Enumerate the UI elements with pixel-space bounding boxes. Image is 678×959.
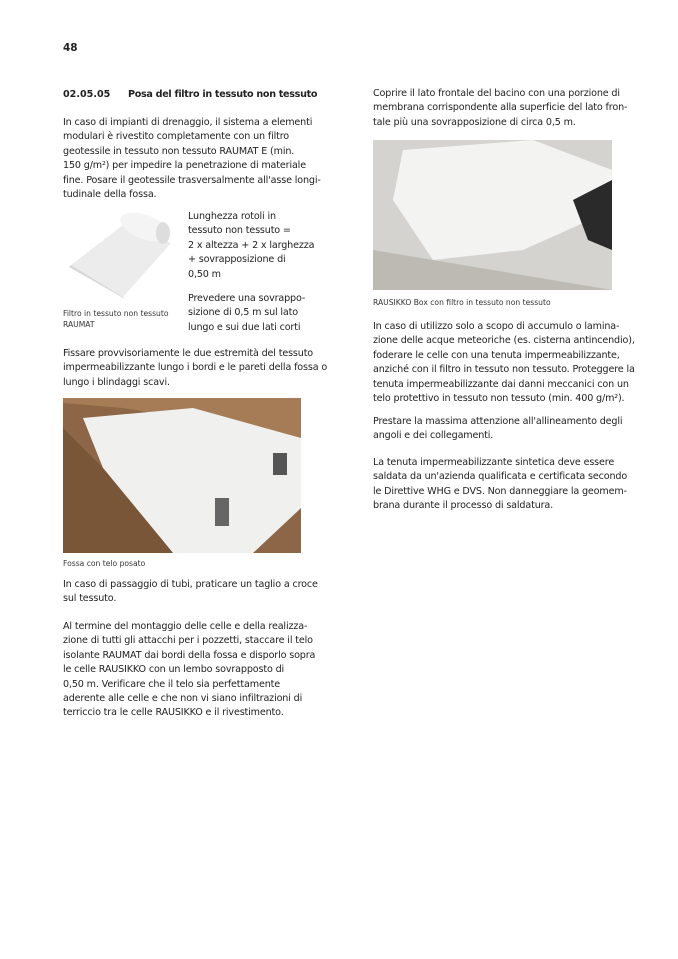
rausikko-box-photo xyxy=(373,140,612,290)
overlap-note: Prevedere una sovrappo- sizione di 0,5 m sul lato lungo e sui due lati corti xyxy=(188,293,306,333)
welding-paragraph: La tenuta impermeabilizzante sintetica deve essere saldata da un'azienda qualificata e certificata secondo le Direttive WHG e DVS. Non danneggiare la geomem- brana durante il processo di saldatura. xyxy=(373,457,628,512)
trench-caption: Fossa con telo posato xyxy=(63,559,146,568)
intro-paragraph: In caso di impianti di drenaggio, il sistema a elementi modulari è rivestito completamente con un filtro geotessile in tessuto non tessuto RAUMAT E (min. 150 g/m²) per impedire la penetrazione di materiale fine. Posare il geotessile trasversalmente all'asse longi- tudinale della fossa. xyxy=(63,117,321,201)
page-number: 48 xyxy=(63,42,78,54)
trench-photo xyxy=(63,398,301,553)
alignment-paragraph: Prestare la massima attenzione all'allineamento degli angoli e dei collegamenti. xyxy=(373,416,623,442)
storage-paragraph: In caso di utilizzo solo a scopo di accumulo o lamina- zione delle acque meteoriche (es. cisterna antincendio), foderare le celle con una tenuta impermeabilizzante, anziché con il filtro in tessuto non tessuto. Proteggere la tenuta impermeabilizzante dai danni meccanici con un telo protettivo in tessuto non tessuto (min. 400 g/m²). xyxy=(373,321,635,405)
section-number: 02.05.05 xyxy=(63,89,111,100)
section-title: Posa del filtro in tessuto non tessuto xyxy=(128,89,318,100)
roll-caption: Filtro in tessuto non tessuto RAUMAT xyxy=(63,309,169,329)
end-paragraph: Al termine del montaggio delle celle e della realizza- zione di tutti gli attacchi per i pozzetti, staccare il telo isolante RAUMAT dai bordi della fossa e disporlo sopra le celle RAUSIKKO con un lembo sovrapposto di 0,50 m. Verificare che il telo sia perfettamente aderente alle celle e che non vi siano infiltrazioni di terriccio tra le celle RAUSIKKO e il rivestimento. xyxy=(63,621,316,719)
pipes-paragraph: In caso di passaggio di tubi, praticare un taglio a croce sul tessuto. xyxy=(63,579,318,605)
rausikko-caption: RAUSIKKO Box con filtro in tessuto non tessuto xyxy=(373,298,551,307)
cover-paragraph: Coprire il lato frontale del bacino con una porzione di membrana corrispondente alla superficie del lato fron- tale più una sovrapposizione di circa 0,5 m. xyxy=(373,88,628,128)
raumat-roll-image xyxy=(63,205,175,300)
fix-paragraph: Fissare provvisoriamente le due estremità del tessuto impermeabilizzante lungo i bordi e le pareti della fossa o lungo i blindaggi scavi. xyxy=(63,348,328,388)
roll-length-note: Lunghezza rotoli in tessuto non tessuto = 2 x altezza + 2 x larghezza + sovrapposizione di 0,50 m xyxy=(188,211,315,280)
